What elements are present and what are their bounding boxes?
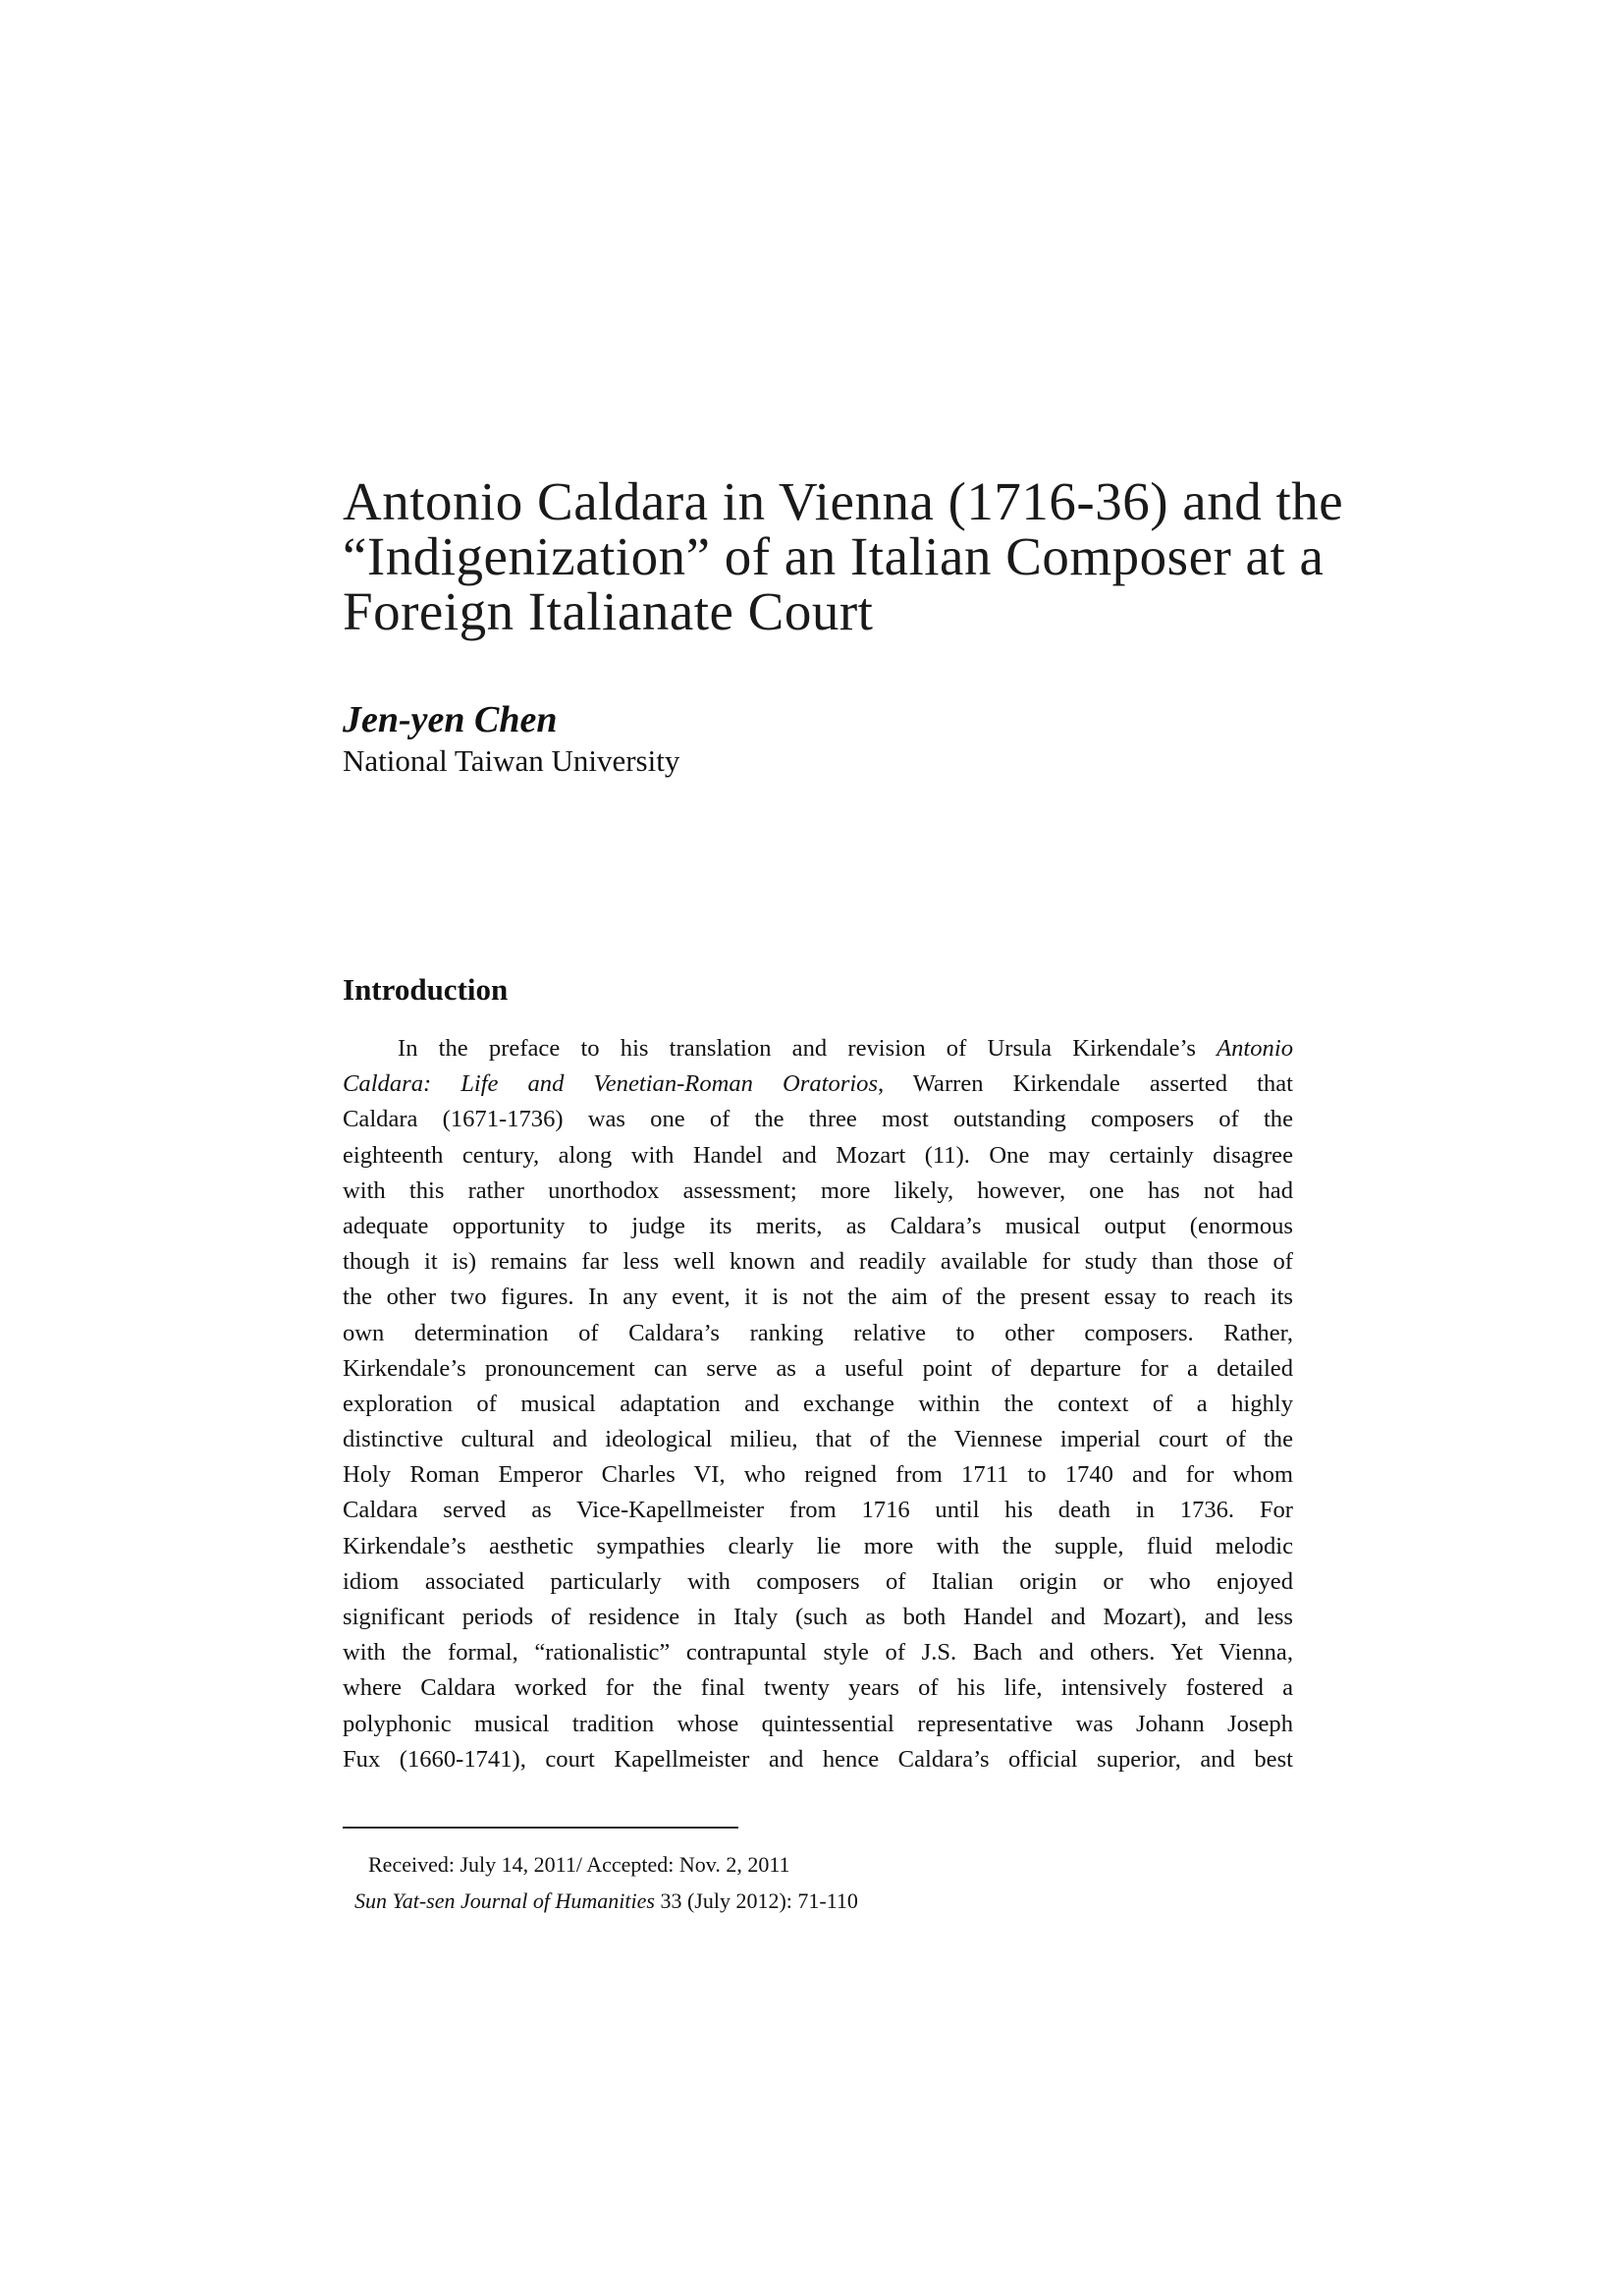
title-line-2: “Indigenization” of an Italian Composer at a <box>343 526 1325 586</box>
footnote-journal-citation <box>354 1886 858 1916</box>
book-title-italic: Antonio <box>1217 1035 1293 1062</box>
body-line: idiom associated particularly with composers of Italian origin or who enjoyed <box>343 1567 1293 1595</box>
body-line: where Caldara worked for the final twenty years of his life, intensively fostered a <box>343 1674 1293 1702</box>
author-affiliation: National Taiwan University <box>343 743 680 778</box>
book-title-italic: Caldara: Life and Venetian-Roman Oratorios <box>343 1070 879 1098</box>
body-line: the other two figures. In any event, it is not the aim of the present essay to reach its <box>343 1284 1293 1311</box>
body-line: Kirkendale’s pronouncement can serve as a useful point of departure for a detailed <box>343 1354 1293 1382</box>
section-heading-introduction: Introduction <box>343 972 509 1007</box>
author-name: Jen-yen Chen <box>343 699 558 740</box>
journal-name: Sun Yat-sen Journal of Humanities <box>354 1888 655 1913</box>
body-line: polyphonic musical tradition whose quintessential representative was Johann Joseph <box>343 1710 1293 1737</box>
introduction-paragraph <box>343 1031 1293 1777</box>
footnote-received-accepted: Received: July 14, 2011/ Accepted: Nov. 2, 2011 <box>368 1852 790 1877</box>
body-line: though it is) remains far less well known and readily available for study than those of <box>343 1248 1293 1276</box>
body-line: exploration of musical adaptation and exchange within the context of a highly <box>343 1390 1293 1417</box>
body-line: adequate opportunity to judge its merits, as Caldara’s musical output (enormous <box>343 1212 1293 1239</box>
journal-issue: 33 (July 2012): 71-110 <box>654 1888 858 1913</box>
body-line: with this rather unorthodox assessment; more likely, however, one has not had <box>343 1176 1293 1204</box>
body-line: significant periods of residence in Italy (such as both Handel and Mozart), and less <box>343 1604 1293 1630</box>
body-line: with the formal, “rationalistic” contrapuntal style of J.S. Bach and others. Yet Vienna, <box>343 1639 1293 1667</box>
body-line: In the preface to his translation and revision of Ursula Kirkendale’s Antonio <box>398 1035 1293 1062</box>
title-line-1: Antonio Caldara in Vienna (1716-36) and the <box>343 471 1344 531</box>
title-line-3: Foreign Italianate Court <box>343 581 874 641</box>
article-title <box>343 471 1344 641</box>
body-line: Fux (1660-1741), court Kapellmeister and hence Caldara’s official superior, and best <box>343 1745 1293 1773</box>
body-line: distinctive cultural and ideological milieu, that of the Viennese imperial court of the <box>343 1426 1293 1453</box>
body-line: Kirkendale’s aesthetic sympathies clearly lie more with the supple, fluid melodic <box>343 1532 1293 1559</box>
body-line: Caldara served as Vice-Kapellmeister from 1716 until his death in 1736. For <box>343 1497 1293 1524</box>
body-line: eighteenth century, along with Handel and Mozart (11). One may certainly disagree <box>343 1141 1293 1169</box>
body-line: Caldara: Life and Venetian-Roman Oratorios, Warren Kirkendale asserted that <box>343 1070 1293 1098</box>
body-line: Caldara (1671-1736) was one of the three most outstanding composers of the <box>343 1106 1293 1133</box>
body-line: own determination of Caldara’s ranking relative to other composers. Rather, <box>343 1319 1293 1346</box>
footnote-divider <box>343 1827 738 1829</box>
body-line: Holy Roman Emperor Charles VI, who reigned from 1711 to 1740 and for whom <box>343 1461 1293 1489</box>
